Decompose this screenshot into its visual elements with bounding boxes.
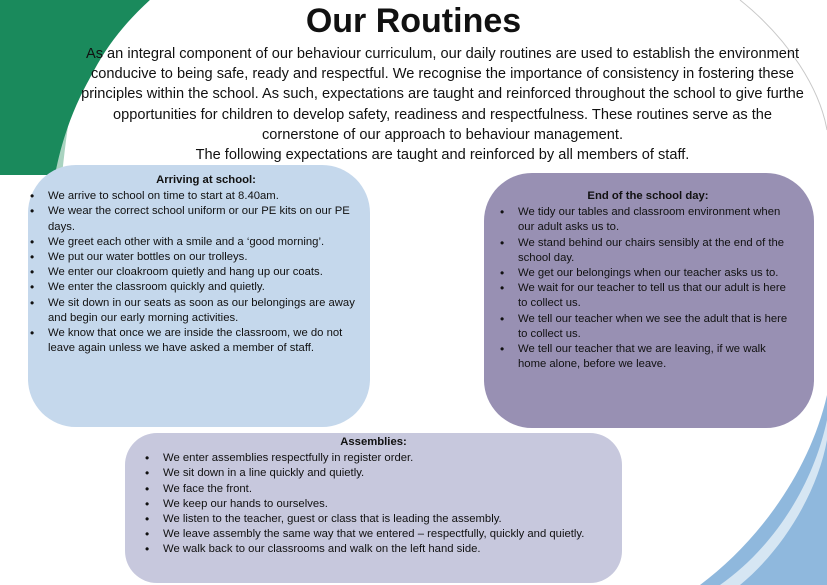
intro-paragraph <box>40 44 827 165</box>
list-item: • We wear the correct school uniform or our PE kits on our PE days. <box>30 204 356 234</box>
page-title: Our Routines <box>305 2 522 40</box>
list-item: • We sit down in a line quickly and quietly. <box>145 466 602 481</box>
list-item: • We get our belongings when our teacher asks us to. <box>500 266 796 281</box>
list-item: • We enter assemblies respectfully in register order. <box>145 451 602 466</box>
list-item: • We greet each other with a smile and a ‘good morning’. <box>30 235 356 250</box>
list-item: • We enter the classroom quickly and quietly. <box>30 280 356 295</box>
end-of-day-heading: End of the school day: <box>587 190 709 202</box>
list-item: • We put our water bottles on our trolleys. <box>30 250 356 265</box>
intro-line: conducive to being safe, ready and respectful. We recognise the importance of consistency in fostering these <box>90 66 795 83</box>
end-of-day-list <box>500 205 796 372</box>
list-item: • We wait for our teacher to tell us that our adult is here to collect us. <box>500 281 796 311</box>
end-of-school-day-panel <box>484 173 814 428</box>
list-item: • We leave assembly the same way that we entered – respectfully, quickly and quietly. <box>145 527 602 542</box>
list-item: • We enter our cloakroom quietly and hang up our coats. <box>30 265 356 280</box>
intro-line: As an integral component of our behaviour curriculum, our daily routines are used to establish the environment <box>85 46 800 62</box>
list-item: • We walk back to our classrooms and walk on the left hand side. <box>145 542 602 557</box>
intro-line: opportunities for children to develop safety, readiness and respectfulness. These routines serve as the <box>113 106 772 123</box>
assemblies-panel <box>125 433 622 583</box>
intro-line: principles within the school. As such, expectations are taught and reinforced throughout the school to give furthe <box>81 86 804 103</box>
list-item: • We stand behind our chairs sensibly at the end of the school day. <box>500 236 796 266</box>
list-item: • We tell our teacher that we are leaving, if we walk home alone, before we leave. <box>500 342 796 372</box>
arriving-heading: Arriving at school: <box>156 174 256 186</box>
intro-line: The following expectations are taught and reinforced by all members of staff. <box>195 147 690 164</box>
arriving-list <box>30 189 356 356</box>
intro-line: cornerstone of our approach to behaviour management. <box>261 126 624 143</box>
list-item: • We sit down in our seats as soon as our belongings are away and begin our early morning activities. <box>30 296 356 326</box>
assemblies-list <box>145 451 602 557</box>
list-item: • We listen to the teacher, guest or class that is leading the assembly. <box>145 512 602 527</box>
arriving-at-school-panel <box>28 165 370 427</box>
list-item: • We tidy our tables and classroom environment when our adult asks us to. <box>500 205 796 235</box>
list-item: • We face the front. <box>145 482 602 497</box>
assemblies-heading: Assemblies: <box>340 436 407 448</box>
list-item: • We keep our hands to ourselves. <box>145 497 602 512</box>
list-item: • We know that once we are inside the classroom, we do not leave again unless we have asked a member of staff. <box>30 326 356 356</box>
list-item: • We tell our teacher when we see the adult that is here to collect us. <box>500 312 796 342</box>
list-item: • We arrive to school on time to start at 8.40am. <box>30 189 356 204</box>
